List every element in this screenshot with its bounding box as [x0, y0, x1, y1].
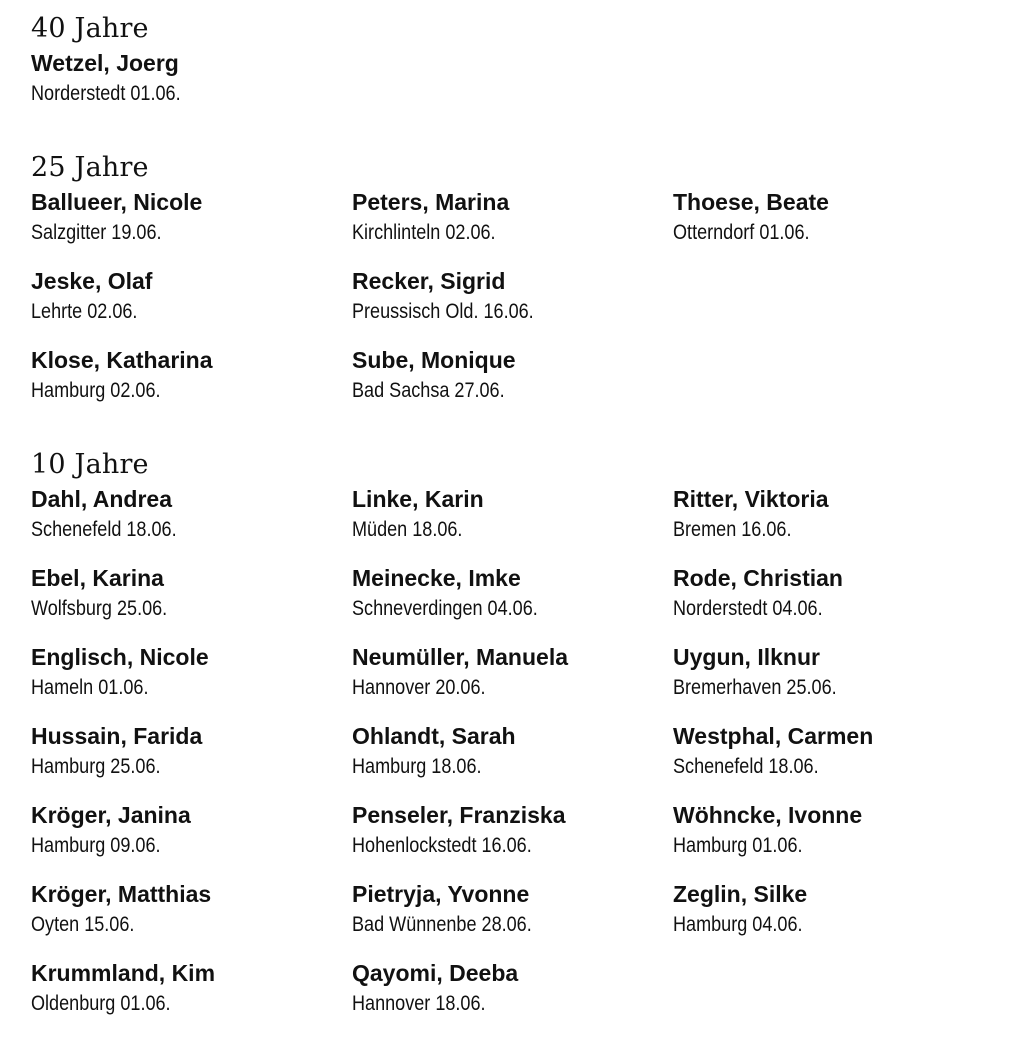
- person-name: Meinecke, Imke: [352, 565, 521, 591]
- location-date: Hamburg 18.06.: [352, 755, 482, 778]
- list-item: [31, 266, 352, 345]
- person-name: Klose, Katharina: [31, 347, 213, 373]
- location-date: Salzgitter 19.06.: [31, 221, 162, 244]
- section-heading: 40 Jahre: [31, 13, 149, 44]
- location-date: Lehrte 02.06.: [31, 300, 138, 323]
- location-date: Otterndorf 01.06.: [673, 221, 810, 244]
- person-name: Jeske, Olaf: [31, 268, 153, 294]
- list-item: [673, 800, 994, 879]
- person-name: Englisch, Nicole: [31, 644, 209, 670]
- person-name: Ballueer, Nicole: [31, 189, 203, 215]
- person-name: Uygun, Ilknur: [673, 644, 820, 670]
- location-date: Kirchlinteln 02.06.: [352, 221, 496, 244]
- list-item: [352, 800, 673, 879]
- person-name: Westphal, Carmen: [673, 723, 874, 749]
- location-date: Wolfsburg 25.06.: [31, 597, 168, 620]
- list-item: [31, 879, 352, 958]
- location-date: Bad Wünnenbe 28.06.: [352, 913, 532, 936]
- person-name: Thoese, Beate: [673, 189, 829, 215]
- location-date: Hohenlockstedt 16.06.: [352, 834, 532, 857]
- list-item: [31, 563, 352, 642]
- person-name: Kröger, Matthias: [31, 881, 212, 907]
- list-item: [352, 266, 673, 345]
- entry-column: [352, 484, 673, 1037]
- location-date: Oyten 15.06.: [31, 913, 135, 936]
- entry-column: [352, 187, 673, 424]
- location-date: Schenefeld 18.06.: [31, 518, 177, 541]
- entry-columns: [31, 187, 991, 424]
- list-item: [352, 345, 673, 424]
- entry-column: [31, 187, 352, 424]
- location-date: Hannover 18.06.: [352, 992, 486, 1015]
- location-date: Schenefeld 18.06.: [673, 755, 819, 778]
- person-name: Penseler, Franziska: [352, 802, 566, 828]
- anniversary-list: [31, 10, 991, 1059]
- person-name: Qayomi, Deeba: [352, 960, 519, 986]
- person-name: Krummland, Kim: [31, 960, 216, 986]
- person-name: Wöhncke, Ivonne: [673, 802, 863, 828]
- list-item: [352, 563, 673, 642]
- person-name: Recker, Sigrid: [352, 268, 506, 294]
- person-name: Linke, Karin: [352, 486, 484, 512]
- location-date: Preussisch Old. 16.06.: [352, 300, 534, 323]
- section-40-jahre: [31, 10, 991, 127]
- list-item: [31, 721, 352, 800]
- location-date: Hamburg 01.06.: [673, 834, 803, 857]
- list-item: [352, 879, 673, 958]
- list-item: [352, 484, 673, 563]
- location-date: Hameln 01.06.: [31, 676, 149, 699]
- list-item: [673, 642, 994, 721]
- entry-column: [31, 48, 352, 127]
- person-name: Rode, Christian: [673, 565, 843, 591]
- section-heading: 25 Jahre: [31, 152, 149, 183]
- location-date: Oldenburg 01.06.: [31, 992, 171, 1015]
- person-name: Zeglin, Silke: [673, 881, 808, 907]
- entry-columns: [31, 484, 991, 1037]
- person-name: Dahl, Andrea: [31, 486, 173, 512]
- list-item: [352, 642, 673, 721]
- location-date: Hamburg 09.06.: [31, 834, 161, 857]
- location-date: Hamburg 04.06.: [673, 913, 803, 936]
- person-name: Ebel, Karina: [31, 565, 164, 591]
- location-date: Müden 18.06.: [352, 518, 463, 541]
- list-item: [352, 958, 673, 1037]
- person-name: Neumüller, Manuela: [352, 644, 569, 670]
- person-name: Pietryja, Yvonne: [352, 881, 530, 907]
- person-name: Ritter, Viktoria: [673, 486, 829, 512]
- list-item: [31, 345, 352, 424]
- person-name: Kröger, Janina: [31, 802, 191, 828]
- person-name: Ohlandt, Sarah: [352, 723, 516, 749]
- person-name: Sube, Monique: [352, 347, 516, 373]
- location-date: Hamburg 25.06.: [31, 755, 161, 778]
- entry-column: [673, 484, 994, 1037]
- list-item: [352, 721, 673, 800]
- list-item: [673, 484, 994, 563]
- list-item: [352, 187, 673, 266]
- section-10-jahre: [31, 446, 991, 1037]
- list-item: [31, 187, 352, 266]
- list-item: [31, 48, 352, 127]
- section-heading: 10 Jahre: [31, 449, 149, 480]
- location-date: Norderstedt 01.06.: [31, 82, 181, 105]
- person-name: Wetzel, Joerg: [31, 50, 179, 76]
- location-date: Norderstedt 04.06.: [673, 597, 823, 620]
- location-date: Bad Sachsa 27.06.: [352, 379, 505, 402]
- location-date: Hannover 20.06.: [352, 676, 486, 699]
- list-item: [31, 958, 352, 1037]
- entry-columns: [31, 48, 991, 127]
- location-date: Hamburg 02.06.: [31, 379, 161, 402]
- list-item: [673, 187, 994, 266]
- list-item: [673, 879, 994, 958]
- entry-column: [673, 187, 994, 424]
- list-item: [673, 721, 994, 800]
- person-name: Hussain, Farida: [31, 723, 203, 749]
- location-date: Bremerhaven 25.06.: [673, 676, 837, 699]
- list-item: [31, 484, 352, 563]
- list-item: [31, 800, 352, 879]
- section-25-jahre: [31, 149, 991, 424]
- person-name: Peters, Marina: [352, 189, 510, 215]
- entry-column: [31, 484, 352, 1037]
- location-date: Bremen 16.06.: [673, 518, 792, 541]
- list-item: [31, 642, 352, 721]
- list-item: [673, 563, 994, 642]
- location-date: Schneverdingen 04.06.: [352, 597, 538, 620]
